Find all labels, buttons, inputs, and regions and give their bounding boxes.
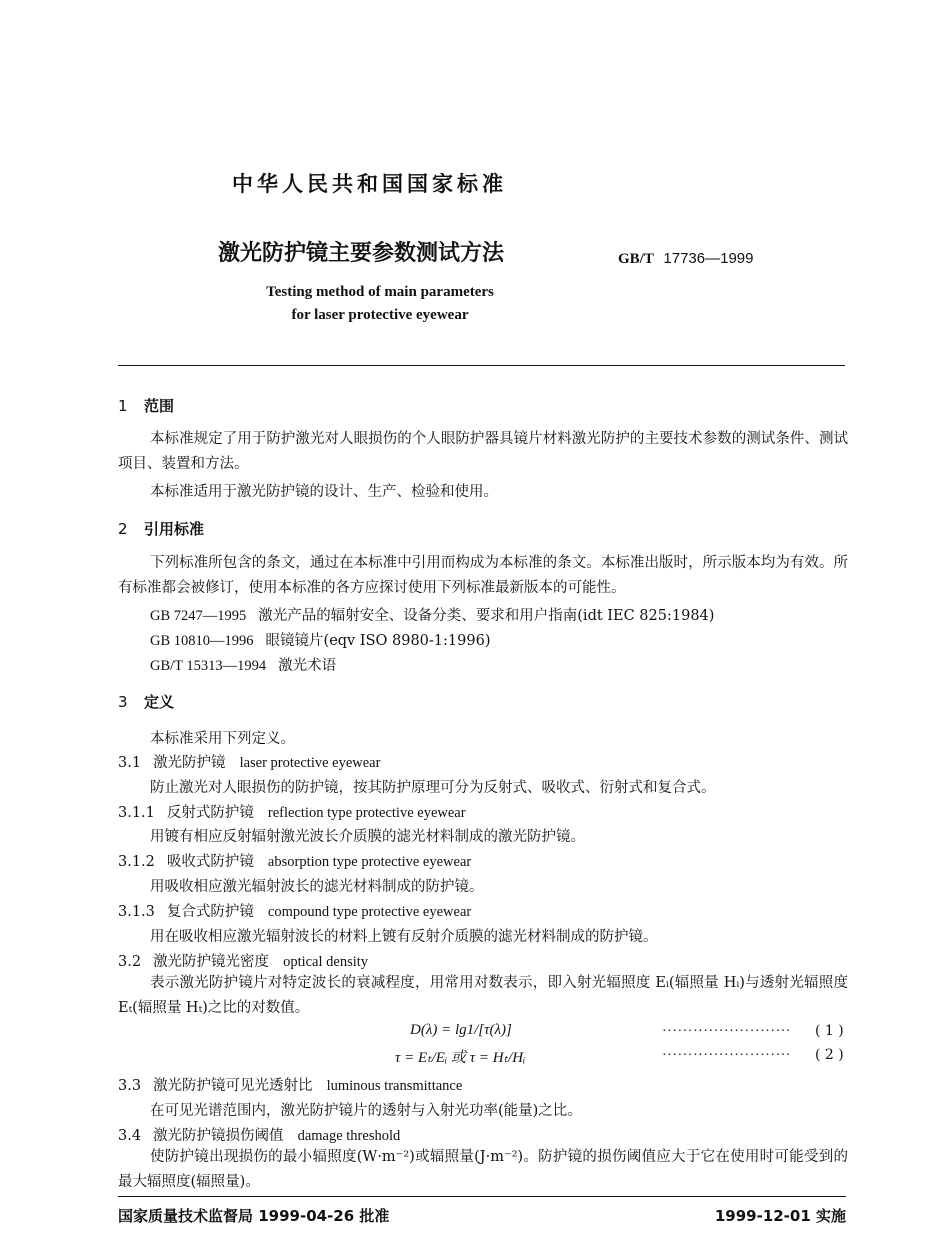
equation-1: D(λ) = lg1/[τ(λ)] — [410, 1022, 512, 1038]
definition-term-en: laser protective eyewear — [239, 755, 381, 771]
equation-1-leader-dots: ························· — [662, 1024, 792, 1039]
approval-info: 国家质量技术监督局 1999-04-26 批准 — [118, 1207, 390, 1225]
section-number: 3 — [118, 693, 128, 711]
definition-3-1-3 — [118, 900, 471, 921]
reference-title: 眼镜镜片(eqv ISO 8980-1:1996) — [265, 633, 491, 649]
standard-title-en-line2: for laser protective eyewear — [291, 307, 469, 323]
section-1-para-1: 本标准规定了用于防护激光对人眼损伤的个人眼防护器具镜片材料激光防护的主要技术参数的测试条件、测试项目、装置和方法。 — [118, 431, 848, 472]
definition-number: 3.1.3 — [118, 904, 155, 920]
definition-term-cn: 激光防护镜损伤阈值 — [153, 1128, 284, 1144]
section-2-para-1: 下列标准所包含的条文，通过在本标准中引用而构成为本标准的条文。本标准出版时，所示版本均为有效。所有标准都会被修订，使用本标准的各方应探讨使用下列标准最新版本的可能性。 — [118, 555, 848, 596]
definition-term-cn: 吸收式防护镜 — [166, 854, 254, 870]
definition-term-en: luminous transmittance — [326, 1078, 463, 1094]
definition-number: 3.1.1 — [118, 805, 155, 821]
section-number: 1 — [118, 397, 128, 415]
reference-item — [150, 629, 490, 650]
section-number: 2 — [118, 520, 128, 538]
definition-term-cn: 激光防护镜 — [153, 755, 226, 771]
standard-title-cn: 激光防护镜主要参数测试方法 — [218, 241, 505, 266]
equation-2-leader-dots: ························· — [662, 1048, 792, 1063]
definition-3-3-desc: 在可见光谱范围内，激光防护镜片的透射与入射光功率(能量)之比。 — [150, 1103, 582, 1119]
definition-term-cn: 复合式防护镜 — [166, 904, 254, 920]
definition-term-cn: 激光防护镜可见光透射比 — [153, 1078, 313, 1094]
definition-3-1-1-desc: 用镀有相应反射辐射激光波长介质膜的滤光材料制成的激光防护镜。 — [150, 829, 585, 845]
definition-term-en: compound type protective eyewear — [267, 904, 472, 920]
definition-term-cn: 激光防护镜光密度 — [153, 954, 270, 970]
definition-term-en: absorption type protective eyewear — [267, 854, 472, 870]
standard-title-en-line1: Testing method of main parameters — [266, 284, 494, 300]
definition-3-1-2-desc: 用吸收相应激光辐射波长的滤光材料制成的防护镜。 — [150, 879, 484, 895]
section-3-heading — [118, 691, 174, 712]
definition-number: 3.1 — [118, 755, 142, 771]
definition-term-cn: 反射式防护镜 — [166, 805, 254, 821]
definition-3-1-2 — [118, 850, 471, 871]
reference-title: 激光术语 — [278, 658, 337, 674]
reference-code: GB/T 15313—1994 — [150, 658, 267, 674]
header-divider — [118, 365, 845, 366]
section-title: 定义 — [144, 693, 175, 711]
section-title: 引用标准 — [144, 520, 205, 538]
section-1-para-2: 本标准适用于激光防护镜的设计、生产、检验和使用。 — [150, 484, 498, 500]
standard-code: 17736—1999 — [663, 250, 754, 267]
definition-3-1 — [118, 751, 380, 772]
definition-number: 3.4 — [118, 1128, 142, 1144]
reference-code: GB 7247—1995 — [150, 608, 247, 624]
definition-3-1-3-desc: 用在吸收相应激光辐射波长的材料上镀有反射介质膜的滤光材料制成的防护镜。 — [150, 929, 658, 945]
reference-item — [150, 654, 336, 675]
implementation-date: 1999-12-01 实施 — [714, 1207, 846, 1225]
definition-3-2-desc: 表示激光防护镜片对特定波长的衰减程度，用常用对数表示，即入射光辐照度 Eᵢ(辐照量 Hᵢ)与透射光辐照度 Eₜ(辐照量 Hₜ)之比的对数值。 — [118, 975, 848, 1016]
definition-3-2 — [118, 950, 368, 971]
definition-3-3 — [118, 1074, 462, 1095]
definition-term-en: optical density — [283, 954, 369, 970]
standard-prefix: GB/T — [618, 251, 654, 267]
reference-code: GB 10810—1996 — [150, 633, 254, 649]
definition-3-1-1 — [118, 801, 466, 822]
equation-1-number: ( 1 ) — [815, 1023, 844, 1039]
definition-3-4 — [118, 1124, 400, 1145]
definition-3-1-desc: 防止激光对人眼损伤的防护镜，按其防护原理可分为反射式、吸收式、衍射式和复合式。 — [150, 780, 716, 796]
section-3-intro: 本标准采用下列定义。 — [150, 731, 295, 747]
definition-number: 3.1.2 — [118, 854, 155, 870]
section-1-heading — [118, 395, 174, 416]
definition-term-en: reflection type protective eyewear — [267, 805, 466, 821]
equation-2-number: ( 2 ) — [815, 1047, 844, 1063]
equation-2: τ = Eₜ/Eᵢ 或 τ = Hₜ/Hᵢ — [395, 1050, 526, 1066]
reference-item — [150, 604, 714, 625]
section-2-heading — [118, 518, 204, 539]
section-title: 范围 — [144, 397, 175, 415]
reference-title: 激光产品的辐射安全、设备分类、要求和用户指南(idt IEC 825:1984) — [258, 608, 715, 624]
definition-number: 3.2 — [118, 954, 142, 970]
standard-number — [618, 249, 754, 268]
issuing-country-header: 中华人民共和国国家标准 — [232, 172, 507, 196]
definition-3-4-desc: 使防护镜出现损伤的最小辐照度(W·m⁻²)或辐照量(J·m⁻²)。防护镜的损伤阈值应大于它在使用时可能受到的最大辐照度(辐照量)。 — [118, 1149, 848, 1190]
footer-divider — [118, 1196, 846, 1197]
definition-number: 3.3 — [118, 1078, 142, 1094]
definition-term-en: damage threshold — [297, 1128, 401, 1144]
